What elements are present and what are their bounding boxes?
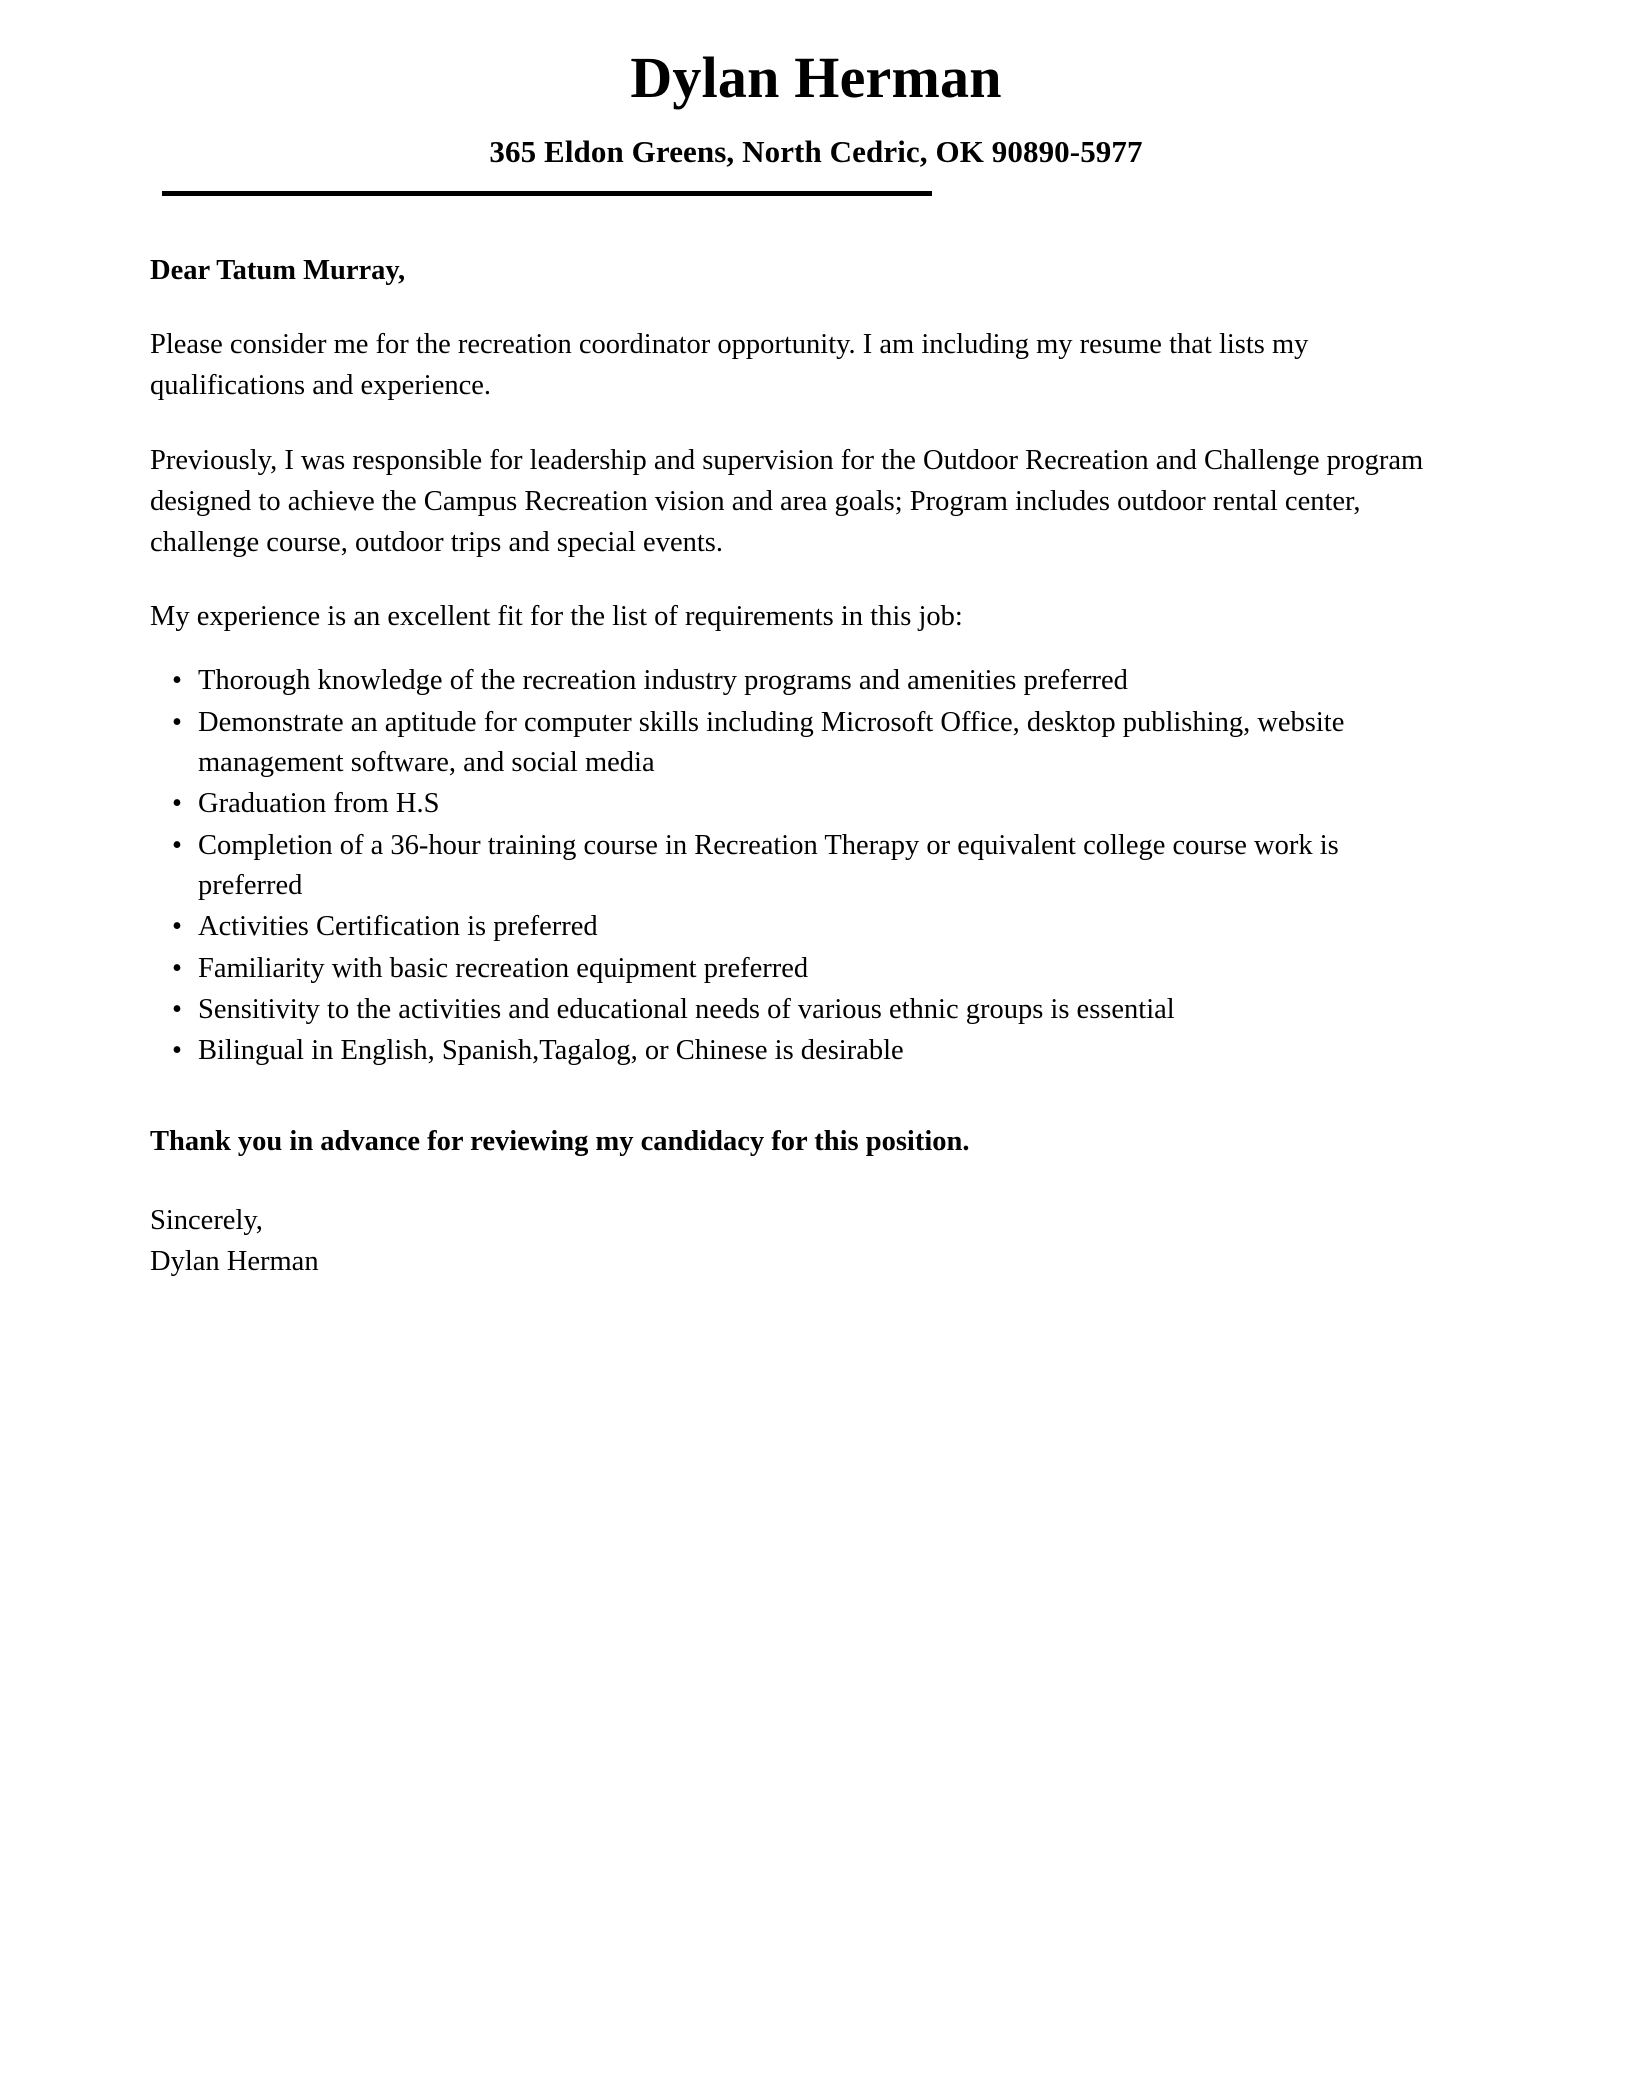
bullet-icon: • <box>172 911 182 943</box>
sign-off: Sincerely, <box>150 1204 263 1236</box>
page-title: Dylan Herman <box>630 45 1002 110</box>
bullet-icon: • <box>172 993 182 1025</box>
list-item-label: Completion of a 36-hour training course in Recreation Therapy or equivalent college course work is preferred <box>198 829 1339 901</box>
list-item-label: Bilingual in English, Spanish,Tagalog, or Chinese is desirable <box>198 1035 904 1067</box>
body-paragraph-3: My experience is an excellent fit for the list of requirements in this job: <box>150 601 963 633</box>
requirements-list <box>150 661 1450 1071</box>
signature-block <box>150 1200 1482 1283</box>
contact-address: 365 Eldon Greens, North Cedric, OK 90890-5977 <box>489 133 1143 169</box>
bullet-icon: • <box>172 706 182 738</box>
list-item-label: Demonstrate an aptitude for computer skills including Microsoft Office, desktop publishing, website management software, and social media <box>198 706 1345 778</box>
body-paragraph-1: Please consider me for the recreation coordinator opportunity. I am including my resume that lists my qualifications and experience. <box>150 329 1309 402</box>
list-item <box>150 907 1450 947</box>
signature-name: Dylan Herman <box>150 1245 319 1277</box>
letter-body <box>150 196 1482 1282</box>
body-paragraph-2: Previously, I was responsible for leadership and supervision for the Outdoor Recreation and Challenge program designed to achieve the Campus Recreation vision and area goals; Program includes outdoor rental center, challenge course, outdoor trips and special events. <box>150 444 1424 558</box>
list-item <box>150 990 1450 1030</box>
salutation: Dear Tatum Murray, <box>150 255 406 287</box>
bullet-icon: • <box>172 665 182 697</box>
bullet-icon: • <box>172 952 182 984</box>
list-item-label: Sensitivity to the activities and educational needs of various ethnic groups is essential <box>198 993 1175 1025</box>
list-item <box>150 784 1450 824</box>
list-item-label: Activities Certification is preferred <box>198 911 598 943</box>
list-item-label: Familiarity with basic recreation equipment preferred <box>198 952 809 984</box>
bullet-icon: • <box>172 788 182 820</box>
list-item-label: Graduation from H.S <box>198 788 440 820</box>
list-item <box>150 826 1450 907</box>
letterhead <box>0 0 1632 196</box>
thank-you-line: Thank you in advance for reviewing my candidacy for this position. <box>150 1126 970 1158</box>
bullet-icon: • <box>172 1035 182 1067</box>
bullet-icon: • <box>172 829 182 861</box>
list-item <box>150 703 1450 784</box>
list-item <box>150 949 1450 989</box>
list-item-label: Thorough knowledge of the recreation industry programs and amenities preferred <box>198 665 1128 697</box>
list-item <box>150 1031 1450 1071</box>
list-item <box>150 661 1450 701</box>
